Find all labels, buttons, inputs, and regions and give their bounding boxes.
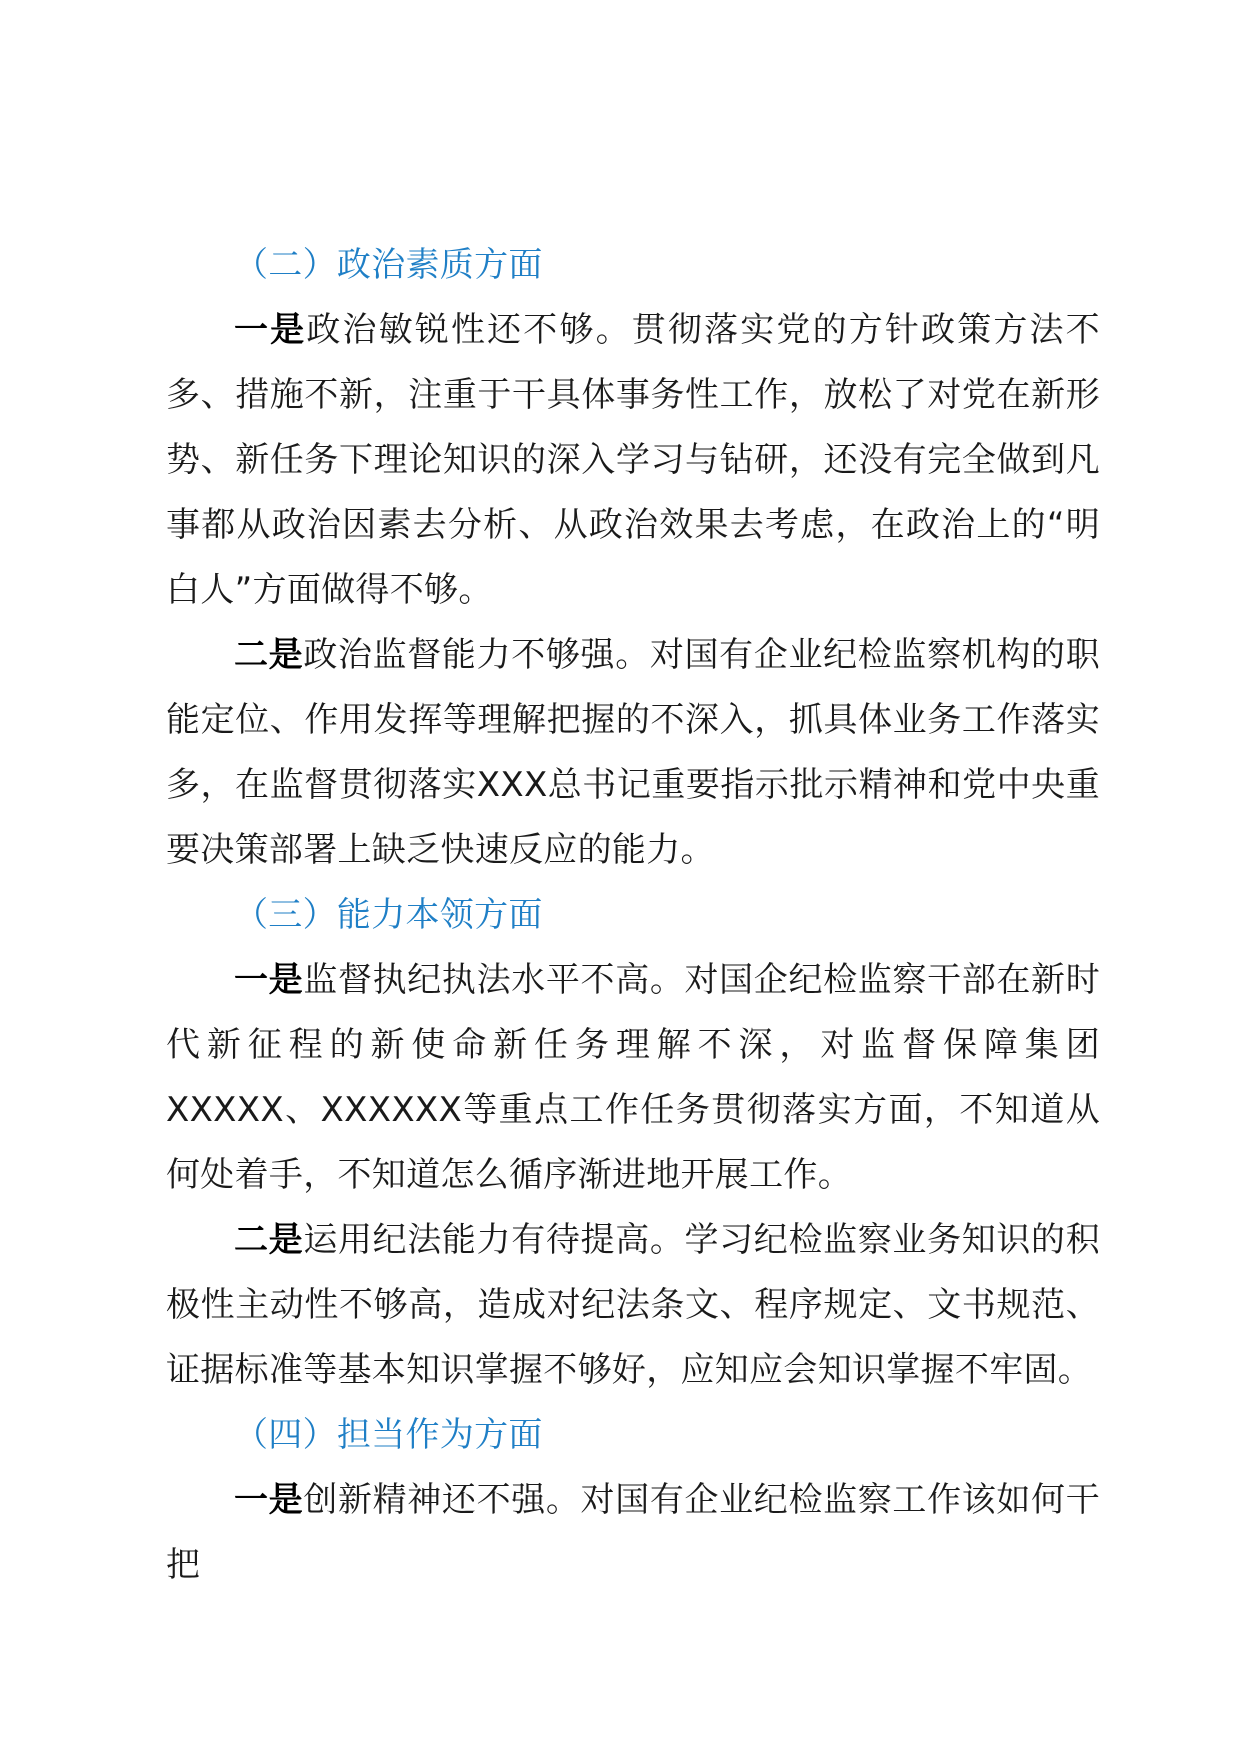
paragraph-lead: 一是 <box>234 960 304 1000</box>
section-ability <box>166 883 1100 1403</box>
section-political-quality <box>166 233 1100 883</box>
section-heading: （四）担当作为方面 <box>234 1415 543 1455</box>
paragraph-text: 创新精神还不强。对国有企业纪检监察工作该如何干把 <box>166 1480 1100 1585</box>
paragraph <box>166 623 1100 883</box>
paragraph-text: 监督执纪执法水平不高。对国企纪检监察干部在新时代新征程的新使命新任务理解不深，对监督保障集团XXXXX、XXXXXX等重点工作任务贯彻落实方面，不知道从何处着手，不知道怎么循序渐进地开展工作。 <box>166 960 1100 1195</box>
section-heading: （三）能力本领方面 <box>234 895 543 935</box>
paragraph-lead: 二是 <box>234 1220 304 1260</box>
paragraph-text: 政治监督能力不够强。对国有企业纪检监察机构的职能定位、作用发挥等理解把握的不深入，抓具体业务工作落实多，在监督贯彻落实XXX总书记重要指示批示精神和党中央重要决策部署上缺乏快速反应的能力。 <box>166 635 1100 870</box>
paragraph-text: 运用纪法能力有待提高。学习纪检监察业务知识的积极性主动性不够高，造成对纪法条文、程序规定、文书规范、证据标准等基本知识掌握不够好，应知应会知识掌握不牢固。 <box>166 1220 1100 1390</box>
paragraph-lead: 一是 <box>234 310 307 350</box>
document-page <box>166 233 1100 1598</box>
paragraph <box>166 298 1100 623</box>
paragraph <box>166 948 1100 1208</box>
section-responsibility <box>166 1403 1100 1598</box>
paragraph <box>166 1468 1100 1598</box>
paragraph-lead: 二是 <box>234 635 304 675</box>
paragraph-lead: 一是 <box>234 1480 304 1520</box>
paragraph-text: 政治敏锐性还不够。贯彻落实党的方针政策方法不多、措施不新，注重于干具体事务性工作，放松了对党在新形势、新任务下理论知识的深入学习与钻研，还没有完全做到凡事都从政治因素去分析、从政治效果去考虑，在政治上的“明白人”方面做得不够。 <box>166 310 1100 610</box>
section-heading: （二）政治素质方面 <box>234 245 543 285</box>
paragraph <box>166 1208 1100 1403</box>
